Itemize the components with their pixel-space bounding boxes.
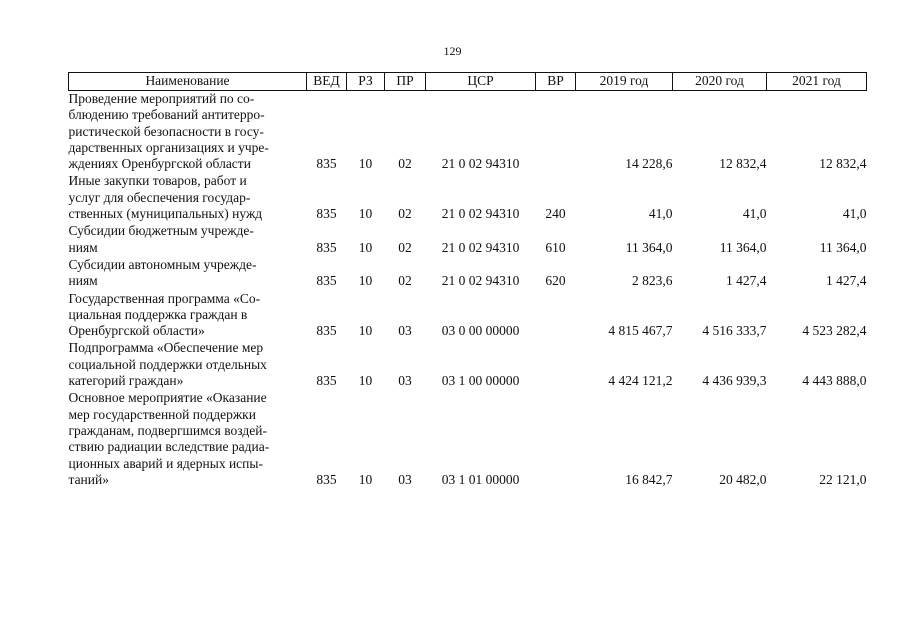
name-line: Основное мероприятие «Оказание: [68, 390, 267, 406]
cell-name: [69, 172, 307, 222]
cell-2019: 41,0: [648, 206, 673, 222]
cell-2019: 4 424 121,2: [608, 373, 673, 389]
page-number: 129: [443, 44, 462, 58]
cell-ved: 835: [316, 206, 337, 222]
name-line: ниям: [68, 273, 98, 289]
cell-pr: 03: [398, 323, 412, 339]
cell-rz: 10: [358, 323, 373, 339]
cell-2019: 11 364,0: [625, 239, 673, 255]
name-line: дарственных организациях и учре-: [68, 139, 269, 155]
cell-rz: 10: [358, 471, 373, 487]
cell-ved: 835: [316, 239, 337, 255]
cell-2021: 22 121,0: [819, 471, 867, 487]
cell-pr: 02: [398, 206, 412, 222]
cell-pr: 03: [398, 373, 412, 389]
name-line: услуг для обеспечения государ-: [68, 189, 251, 205]
name-line: гражданам, подвергшимся воздей-: [68, 422, 267, 438]
cell-vr: [536, 339, 576, 389]
name-line: Субсидии автономным учрежде-: [68, 256, 257, 272]
cell-2020: 12 832,4: [719, 156, 767, 172]
cell-2021: 12 832,4: [819, 156, 867, 172]
table-header-row: [69, 73, 867, 91]
table-row: [69, 91, 867, 173]
name-line: ственных (муниципальных) нужд: [68, 206, 263, 222]
cell-name: [69, 91, 307, 173]
cell-2020: 4 516 333,7: [702, 323, 767, 339]
table-row: [69, 172, 867, 222]
cell-2019: 16 842,7: [625, 471, 673, 487]
cell-vr: 610: [545, 239, 566, 255]
cell-2021: 1 427,4: [826, 273, 867, 289]
cell-csr: 21 0 02 94310: [441, 156, 520, 172]
name-line: ристической безопасности в госу-: [68, 123, 264, 139]
column-header-vr: ВР: [536, 73, 576, 91]
column-header-2019: 2019 год: [576, 73, 673, 91]
cell-pr: 03: [398, 471, 412, 487]
column-header-rz: РЗ: [347, 73, 385, 91]
name-line: Подпрограмма «Обеспечение мер: [68, 340, 264, 356]
column-header-2021: 2021 год: [767, 73, 867, 91]
cell-2020: 1 427,4: [726, 273, 767, 289]
cell-pr: 02: [398, 273, 412, 289]
name-line: ждениях Оренбургской области: [68, 156, 251, 172]
cell-rz: 10: [358, 156, 373, 172]
name-line: ствию радиации вследствие радиа-: [68, 439, 270, 455]
cell-rz: 10: [358, 273, 373, 289]
cell-2021: 41,0: [842, 206, 867, 222]
cell-vr: 240: [545, 206, 566, 222]
cell-2021: 11 364,0: [819, 239, 867, 255]
name-line: Субсидии бюджетным учрежде-: [68, 223, 254, 239]
cell-name: [69, 339, 307, 389]
cell-vr: [536, 91, 576, 173]
cell-name: [69, 256, 307, 290]
name-line: Иные закупки товаров, работ и: [68, 173, 247, 189]
cell-2020: 11 364,0: [719, 239, 767, 255]
cell-name: [69, 290, 307, 340]
column-header-pr: ПР: [385, 73, 426, 91]
name-line: социальной поддержки отдельных: [68, 356, 267, 372]
table-row: [69, 256, 867, 290]
name-line: Оренбургской области»: [68, 323, 205, 339]
cell-vr: 620: [545, 273, 566, 289]
table-row: [69, 339, 867, 389]
cell-name: [69, 389, 307, 488]
cell-name: [69, 222, 307, 256]
cell-pr: 02: [398, 156, 412, 172]
cell-csr: 03 0 00 00000: [441, 323, 520, 339]
table-row: [69, 290, 867, 340]
cell-2021: 4 523 282,4: [802, 323, 867, 339]
cell-ved: 835: [316, 373, 337, 389]
table-body: [69, 91, 867, 489]
column-header-2020: 2020 год: [673, 73, 767, 91]
name-line: блюдению требований антитерро-: [68, 107, 265, 123]
cell-2020: 20 482,0: [719, 471, 767, 487]
table-row: [69, 389, 867, 488]
cell-csr: 03 1 01 00000: [441, 471, 520, 487]
column-header-ved: ВЕД: [307, 73, 347, 91]
name-line: таний»: [68, 471, 109, 487]
cell-csr: 21 0 02 94310: [441, 273, 520, 289]
column-header-name: Наименование: [69, 73, 307, 91]
cell-ved: 835: [316, 273, 337, 289]
cell-2019: 4 815 467,7: [608, 323, 673, 339]
name-line: категорий граждан»: [68, 373, 184, 389]
cell-pr: 02: [398, 239, 412, 255]
cell-csr: 21 0 02 94310: [441, 239, 520, 255]
budget-table: [68, 72, 867, 488]
cell-2021: 4 443 888,0: [802, 373, 867, 389]
cell-vr: [536, 389, 576, 488]
cell-ved: 835: [316, 156, 337, 172]
column-header-csr: ЦСР: [426, 73, 536, 91]
name-line: Государственная программа «Со-: [68, 290, 261, 306]
name-line: мер государственной поддержки: [68, 406, 256, 422]
cell-vr: [536, 290, 576, 340]
cell-2020: 41,0: [742, 206, 767, 222]
cell-rz: 10: [358, 373, 373, 389]
cell-csr: 03 1 00 00000: [441, 373, 520, 389]
name-line: ниям: [68, 239, 98, 255]
cell-rz: 10: [358, 206, 373, 222]
cell-2019: 2 823,6: [632, 273, 673, 289]
cell-rz: 10: [358, 239, 373, 255]
cell-ved: 835: [316, 471, 337, 487]
cell-2020: 4 436 939,3: [702, 373, 767, 389]
cell-2019: 14 228,6: [625, 156, 673, 172]
name-line: ционных аварий и ядерных испы-: [68, 455, 263, 471]
table-row: [69, 222, 867, 256]
cell-ved: 835: [316, 323, 337, 339]
name-line: Проведение мероприятий по со-: [68, 91, 255, 106]
name-line: циальная поддержка граждан в: [68, 306, 248, 322]
cell-csr: 21 0 02 94310: [441, 206, 520, 222]
